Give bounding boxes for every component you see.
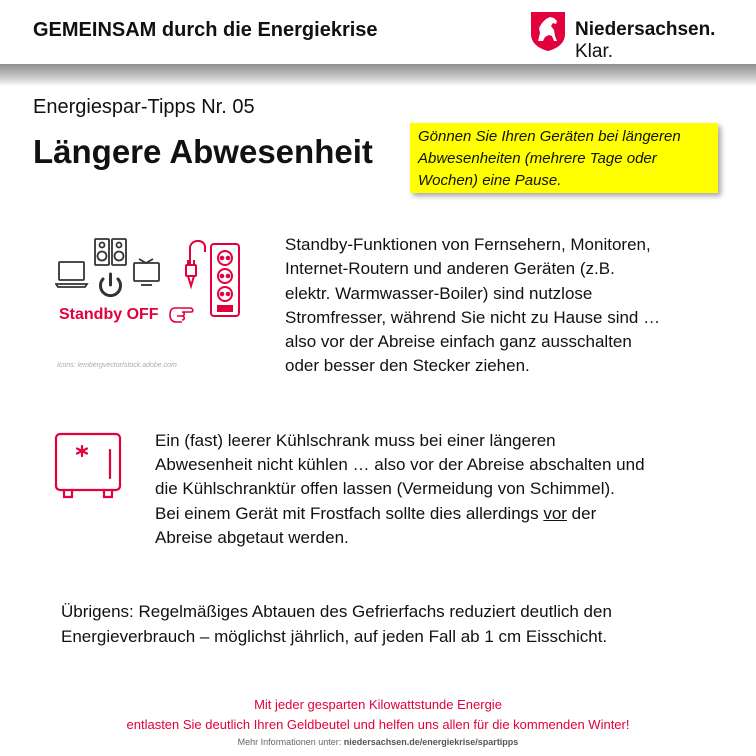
note-line-1: Gönnen Sie Ihren Geräten bei längeren (418, 128, 681, 145)
tv-icon (134, 259, 159, 285)
header-bar (0, 0, 756, 64)
defrost-paragraph (61, 600, 741, 649)
fridge-line-1: Ein (fast) leerer Kühlschrank muss bei einer längeren (155, 431, 556, 450)
plug-icon (186, 241, 205, 286)
logo-slogan: Klar. (575, 41, 614, 62)
note-line-3: Wochen) eine Pause. (418, 172, 562, 189)
standby-label: Standby OFF (59, 306, 159, 323)
pointing-hand-icon (170, 308, 193, 322)
logo-name: Niedersachsen. (575, 19, 716, 40)
footer-info-prefix: Mehr Informationen unter: (237, 737, 344, 747)
standby-paragraph (285, 233, 725, 379)
tip-number: Energiespar-Tipps Nr. 05 (33, 96, 255, 118)
fridge-line-2: Abwesenheit nicht kühlen … also vor der Abreise abschalten und (155, 455, 645, 475)
footer-slogan-2: entlasten Sie deutlich Ihren Geldbeutel und helfen uns allen für die kommenden Winter! (126, 717, 630, 732)
fridge-line-4 (155, 502, 735, 526)
defrost-line-2: Energieverbrauch – möglichst jährlich, auf jeden Fall ab 1 cm Eisschicht. (61, 626, 608, 646)
fridge-line-3: die Kühlschranktür offen lassen (Vermeidung von Schimmel). (155, 479, 615, 499)
power-strip-icon (211, 244, 239, 316)
logo-wordmark (575, 19, 756, 63)
footer-info-link[interactable]: niedersachsen.de/energiekrise/spartipps (343, 737, 519, 747)
page-title: Längere Abwesenheit (33, 133, 373, 170)
highlight-note (410, 123, 718, 193)
standby-line-6: oder besser den Stecker ziehen. (285, 356, 530, 376)
standby-line-1: Standby-Funktionen von Fernsehern, Monitoren, (285, 235, 651, 254)
note-line-2: Abwesenheiten (mehrere Tage oder (418, 150, 657, 167)
fridge-line-5: Abreise abgetaut werden. (155, 527, 349, 547)
standby-line-3: elektr. Warmwasser-Boiler) sind nutzlose (285, 283, 593, 303)
fridge-line-4-start: Bei einem Gerät mit Frostfach sollte dies allerdings (155, 503, 544, 523)
fridge-paragraph (155, 429, 735, 550)
icon-credit: Icons: lembergvector/stock.adobe.com (57, 362, 177, 369)
fridge-icon (54, 432, 122, 502)
power-icon (101, 274, 121, 296)
standby-line-2: Internet-Routern und anderen Geräten (z.B. (285, 259, 615, 279)
speakers-icon (95, 239, 126, 265)
fridge-emphasis: vor (543, 503, 567, 523)
header-title: GEMEINSAM durch die Energiekrise (33, 19, 378, 41)
standby-illustration (55, 232, 250, 332)
standby-line-4: Stromfresser, während Sie nicht zu Hause sind … (285, 307, 661, 327)
defrost-line-1: Übrigens: Regelmäßiges Abtauen des Gefrierfachs reduziert deutlich den (61, 602, 612, 621)
laptop-icon (56, 262, 87, 287)
horse-logo-icon (528, 10, 568, 52)
fridge-line-4-end: der (566, 503, 597, 523)
footer-slogan-1: Mit jeder gesparten Kilowattstunde Energie (254, 697, 502, 712)
footer-info (0, 737, 756, 747)
standby-line-5: also vor der Abreise einfach ganz ausschalten (285, 332, 632, 352)
header-shadow-band (0, 64, 756, 86)
